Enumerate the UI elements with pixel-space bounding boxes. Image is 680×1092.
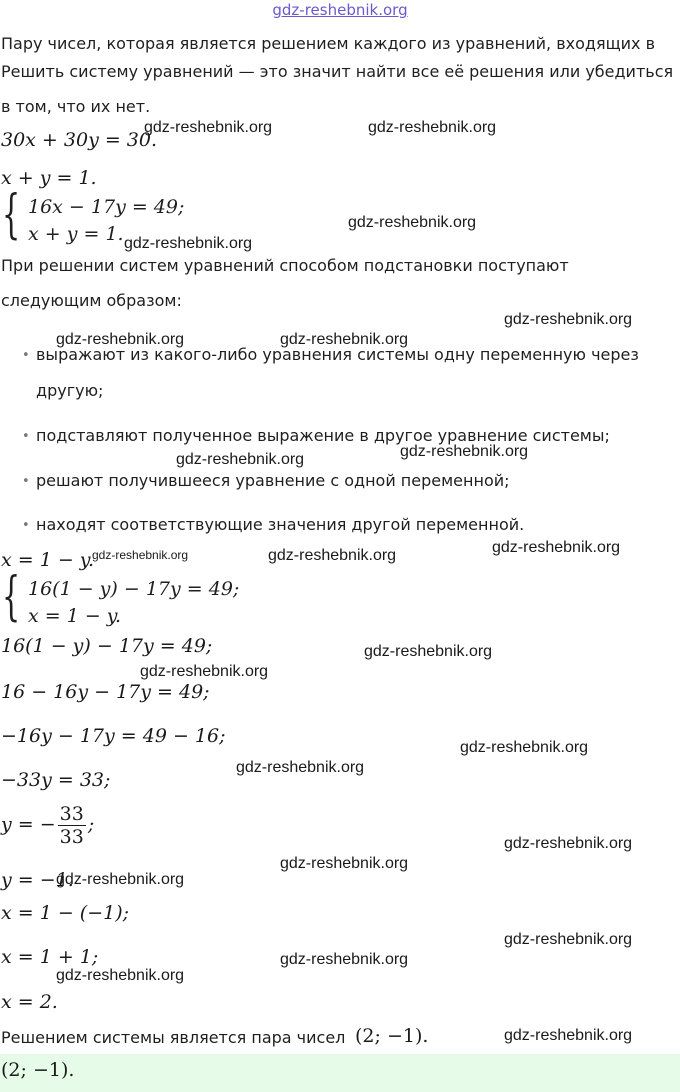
answer-box [0,1054,680,1092]
fraction-lhs: y = − [1,813,56,836]
watermark: gdz-reshebnik.org [364,643,493,660]
watermark: gdz-reshebnik.org [236,759,365,776]
watermark: gdz-reshebnik.org [504,311,633,328]
bullet-icon: • [22,348,30,363]
answer-value: (2; −1). [1,1059,75,1081]
step-3: решают получившееся уравнение с одной переменной; [36,471,510,490]
bullet-icon: • [22,429,30,444]
step-1-line-1: выражают из какого-либо уравнения системы одну переменную через [36,345,639,364]
solution-step-2: 16(1 − y) − 17y = 49; [1,635,213,657]
watermark: gdz-reshebnik.org [504,1027,633,1044]
bullet-icon: • [22,518,30,533]
step-4: находят соответствующие значения другой переменной. [36,515,525,534]
intro-line-2: Решить систему уравнений — это значит найти все её решения или убедиться [1,62,674,81]
fraction-denominator: 33 [59,826,84,848]
fraction [58,803,86,848]
conclusion-text: Решением системы является пара чисел [1,1028,346,1047]
system-2 [2,567,302,630]
watermark: gdz-reshebnik.org [504,835,633,852]
watermark: gdz-reshebnik.org [400,443,529,460]
fraction-numerator: 33 [59,803,84,825]
solution-step-7: y = −1. [1,869,74,891]
watermark: gdz-reshebnik.org [92,548,189,562]
solution-step-5: −33y = 33; [1,769,111,791]
bullet-icon: • [22,474,30,489]
equation-1: 30x + 30y = 30. [1,129,158,151]
system-1-row-2: x + y = 1. [28,223,124,245]
intro-line-3: в том, что их нет. [1,97,151,116]
solution-step-4: −16y − 17y = 49 − 16; [1,725,226,747]
system-brace: { [2,567,21,627]
watermark: gdz-reshebnik.org [460,739,589,756]
solution-step-8: x = 1 − (−1); [1,902,130,924]
solution-step-6 [1,803,94,848]
watermark: gdz-reshebnik.org [144,119,273,136]
watermark: gdz-reshebnik.org [56,967,185,984]
watermark: gdz-reshebnik.org [280,855,409,872]
watermark: gdz-reshebnik.org [140,663,269,680]
step-1-line-2: другую; [36,381,104,400]
watermark: gdz-reshebnik.org [280,951,409,968]
watermark: gdz-reshebnik.org [504,931,633,948]
site-link[interactable]: gdz-reshebnik.org [272,1,408,19]
solution-step-3: 16 − 16y − 17y = 49; [1,681,210,703]
solution-step-1: x = 1 − y. [1,549,95,571]
watermark: gdz-reshebnik.org [124,235,253,252]
fraction-end: ; [87,813,95,836]
system-brace: { [2,185,21,245]
method-line-2: следующим образом: [1,291,182,310]
method-line-1: При решении систем уравнений способом подстановки поступают [1,256,569,275]
watermark: gdz-reshebnik.org [280,331,409,348]
watermark: gdz-reshebnik.org [176,451,305,468]
watermark: gdz-reshebnik.org [56,331,185,348]
watermark: gdz-reshebnik.org [348,214,477,231]
intro-line-1: Пару чисел, которая является решением каждого из уравнений, входящих в [1,34,656,53]
solution-step-10: x = 2. [1,991,58,1013]
system-1-row-1: 16x − 17y = 49; [28,196,185,218]
solution-step-9: x = 1 + 1; [1,946,99,968]
step-2: подставляют полученное выражение в другое уравнение системы; [36,426,610,445]
watermark: gdz-reshebnik.org [492,539,621,556]
system-2-row-1: 16(1 − y) − 17y = 49; [28,578,240,600]
equation-2: x + y = 1. [1,167,97,189]
conclusion-pair: (2; −1). [355,1025,429,1047]
system-2-row-2: x = 1 − y. [28,605,122,627]
watermark: gdz-reshebnik.org [368,119,497,136]
watermark: gdz-reshebnik.org [56,871,185,888]
watermark: gdz-reshebnik.org [268,547,397,564]
